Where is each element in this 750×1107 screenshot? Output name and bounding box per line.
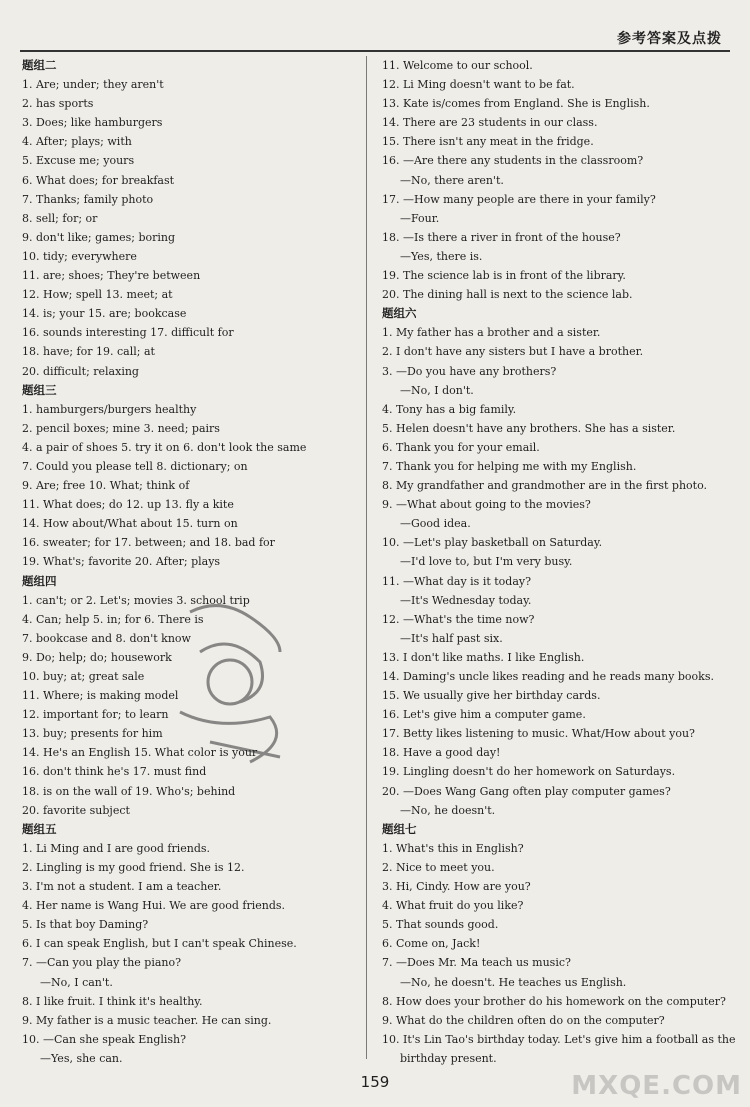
- section-title: 题组三: [22, 382, 57, 397]
- answer-line: 20. The dining hall is next to the science lab.: [382, 288, 633, 302]
- answer-line: 3. I'm not a student. I am a teacher.: [22, 880, 222, 894]
- answer-line: 7. Thank you for helping me with my English.: [382, 459, 637, 473]
- answer-line: 6. Thank you for your email.: [382, 440, 540, 454]
- answer-line: —Four.: [400, 211, 440, 225]
- answer-line: 6. I can speak English, but I can't speak Chinese.: [22, 937, 297, 951]
- answer-line: 8. I like fruit. I think it's healthy.: [22, 994, 203, 1008]
- answer-line: 1. What's this in English?: [382, 841, 524, 855]
- answer-line: 13. I don't like maths. I like English.: [382, 650, 585, 664]
- answer-line: 7. —Does Mr. Ma teach us music?: [382, 956, 571, 970]
- answer-line: 17. —How many people are there in your family?: [382, 192, 656, 206]
- answer-line: 2. Lingling is my good friend. She is 12.: [22, 860, 245, 874]
- answer-line: 9. Are; free 10. What; think of: [22, 479, 190, 493]
- answer-line: 19. What's; favorite 20. After; plays: [22, 555, 221, 569]
- answer-line: 15. We usually give her birthday cards.: [382, 689, 601, 703]
- answer-line: 11. Welcome to our school.: [382, 59, 533, 72]
- answer-line: 9. Do; help; do; housework: [22, 650, 172, 664]
- answer-line: 1. can't; or 2. Let's; movies 3. school trip: [22, 593, 250, 607]
- answer-line: —No, there aren't.: [400, 173, 504, 187]
- answer-line: 4. a pair of shoes 5. try it on 6. don't look the same: [22, 440, 307, 454]
- column-divider: [366, 56, 367, 1059]
- answer-line: 8. sell; for; or: [22, 211, 98, 225]
- answer-line: 3. Hi, Cindy. How are you?: [382, 880, 531, 894]
- answer-line: 5. Is that boy Daming?: [22, 918, 149, 932]
- answer-line: 6. What does; for breakfast: [22, 173, 175, 187]
- watermark-logo: MXQE.COM: [571, 1071, 742, 1101]
- answer-line: birthday present.: [400, 1051, 497, 1065]
- answer-line: 11. are; shoes; They're between: [22, 269, 201, 283]
- answer-line: 7. bookcase and 8. don't know: [22, 631, 191, 645]
- answer-line: 10. —Let's play basketball on Saturday.: [382, 536, 603, 550]
- answer-line: 13. Kate is/comes from England. She is English.: [382, 97, 650, 111]
- answer-line: 2. pencil boxes; mine 3. need; pairs: [22, 421, 220, 435]
- answer-line: 7. Thanks; family photo: [22, 192, 154, 206]
- section-title: 题组七: [382, 821, 417, 836]
- answer-line: 9. My father is a music teacher. He can sing.: [22, 1013, 272, 1027]
- answer-line: 11. Where; is making model: [22, 689, 179, 703]
- section-title: 题组四: [22, 573, 57, 588]
- answer-line: 12. Li Ming doesn't want to be fat.: [382, 78, 575, 92]
- answer-line: 10. tidy; everywhere: [22, 249, 137, 263]
- answer-line: 16. sounds interesting 17. difficult for: [22, 326, 234, 340]
- answer-line: 19. Lingling doesn't do her homework on Saturdays.: [382, 765, 676, 779]
- answer-line: 12. important for; to learn: [22, 708, 169, 722]
- answer-line: 13. buy; presents for him: [22, 727, 163, 741]
- answer-line: 5. Helen doesn't have any brothers. She has a sister.: [382, 421, 676, 435]
- answer-line: 16. don't think he's 17. must find: [22, 765, 207, 779]
- answer-line: 1. Are; under; they aren't: [22, 78, 164, 92]
- answer-line: 2. I don't have any sisters but I have a brother.: [382, 345, 644, 359]
- answer-line: 1. hamburgers/burgers healthy: [22, 402, 197, 416]
- answer-line: 3. Does; like hamburgers: [22, 116, 163, 130]
- answer-line: 14. He's an English 15. What color is your: [22, 746, 258, 760]
- section-title: 题组六: [382, 306, 417, 321]
- answer-line: 19. The science lab is in front of the library.: [382, 269, 626, 283]
- answer-line: 18. is on the wall of 19. Who's; behind: [22, 784, 236, 798]
- answer-line: 11. —What day is it today?: [382, 574, 532, 588]
- answer-line: 18. have; for 19. call; at: [22, 345, 155, 359]
- answer-line: 1. Li Ming and I are good friends.: [22, 841, 211, 855]
- answer-line: 10. —Can she speak English?: [22, 1032, 187, 1046]
- section-title: 题组五: [22, 821, 57, 836]
- answer-line: —No, I don't.: [400, 383, 474, 397]
- answer-line: 2. Nice to meet you.: [382, 860, 495, 874]
- answer-line: 14. Daming's uncle likes reading and he reads many books.: [382, 670, 714, 683]
- answer-line: 20. favorite subject: [22, 803, 130, 817]
- answer-line: 8. How does your brother do his homework on the computer?: [382, 994, 726, 1008]
- answer-line: 7. Could you please tell 8. dictionary; on: [22, 459, 248, 473]
- answer-line: 14. How about/What about 15. turn on: [22, 517, 238, 531]
- answer-line: 1. My father has a brother and a sister.: [382, 326, 601, 340]
- answer-line: 9. don't like; games; boring: [22, 230, 176, 244]
- answer-line: 4. Tony has a big family.: [382, 402, 517, 416]
- answer-line: 4. Can; help 5. in; for 6. There is: [22, 612, 204, 626]
- answer-line: —Good idea.: [400, 517, 471, 531]
- answer-line: 11. What does; do 12. up 13. fly a kite: [22, 498, 234, 512]
- answer-line: 12. —What's the time now?: [382, 612, 535, 626]
- answer-line: —It's half past six.: [400, 631, 503, 645]
- answer-line: 20. difficult; relaxing: [22, 364, 139, 378]
- answer-line: 8. My grandfather and grandmother are in the first photo.: [382, 479, 708, 493]
- answer-line: 9. What do the children often do on the computer?: [382, 1013, 665, 1027]
- answer-line: —Yes, she can.: [40, 1051, 123, 1065]
- page-header: [20, 24, 730, 52]
- answer-line: 4. What fruit do you like?: [382, 899, 524, 913]
- answer-line: 15. There isn't any meat in the fridge.: [382, 135, 594, 149]
- header-title: 参考答案及点拨: [617, 31, 722, 47]
- answer-line: 17. Betty likes listening to music. What/How about you?: [382, 727, 695, 741]
- answer-line: 4. Her name is Wang Hui. We are good friends.: [22, 899, 285, 913]
- answer-line: —No, I can't.: [40, 975, 113, 989]
- answer-line: 16. sweater; for 17. between; and 18. bad for: [22, 536, 275, 550]
- answer-line: 14. is; your 15. are; bookcase: [22, 307, 187, 321]
- answer-line: —No, he doesn't.: [400, 803, 496, 817]
- answer-line: 10. buy; at; great sale: [22, 670, 145, 683]
- answer-line: 4. After; plays; with: [22, 135, 132, 149]
- left-answer-column: [22, 56, 352, 1065]
- answer-line: 2. has sports: [22, 97, 94, 111]
- answer-line: 16. Let's give him a computer game.: [382, 708, 586, 722]
- answer-line: 12. How; spell 13. meet; at: [22, 288, 173, 302]
- page-number: 159: [360, 1073, 390, 1091]
- answer-line: 20. —Does Wang Gang often play computer games?: [382, 784, 671, 798]
- answer-line: —It's Wednesday today.: [400, 593, 532, 607]
- answer-line: 14. There are 23 students in our class.: [382, 116, 598, 130]
- answer-line: —No, he doesn't. He teaches us English.: [400, 975, 627, 989]
- answer-line: 10. It's Lin Tao's birthday today. Let's give him a football as the: [382, 1032, 736, 1046]
- section-title: 题组二: [22, 58, 57, 72]
- answer-line: 3. —Do you have any brothers?: [382, 364, 557, 378]
- answer-line: 5. Excuse me; yours: [22, 154, 135, 168]
- answer-line: 6. Come on, Jack!: [382, 937, 481, 951]
- answer-line: —Yes, there is.: [400, 249, 483, 263]
- answer-line: 18. —Is there a river in front of the house?: [382, 230, 621, 244]
- answer-line: 16. —Are there any students in the classroom?: [382, 154, 644, 168]
- answer-line: 7. —Can you play the piano?: [22, 956, 182, 970]
- answer-line: 9. —What about going to the movies?: [382, 498, 591, 512]
- answer-line: 18. Have a good day!: [382, 746, 501, 760]
- answer-line: —I'd love to, but I'm very busy.: [400, 555, 573, 569]
- right-answer-column: [382, 56, 736, 1065]
- answer-line: 5. That sounds good.: [382, 918, 499, 932]
